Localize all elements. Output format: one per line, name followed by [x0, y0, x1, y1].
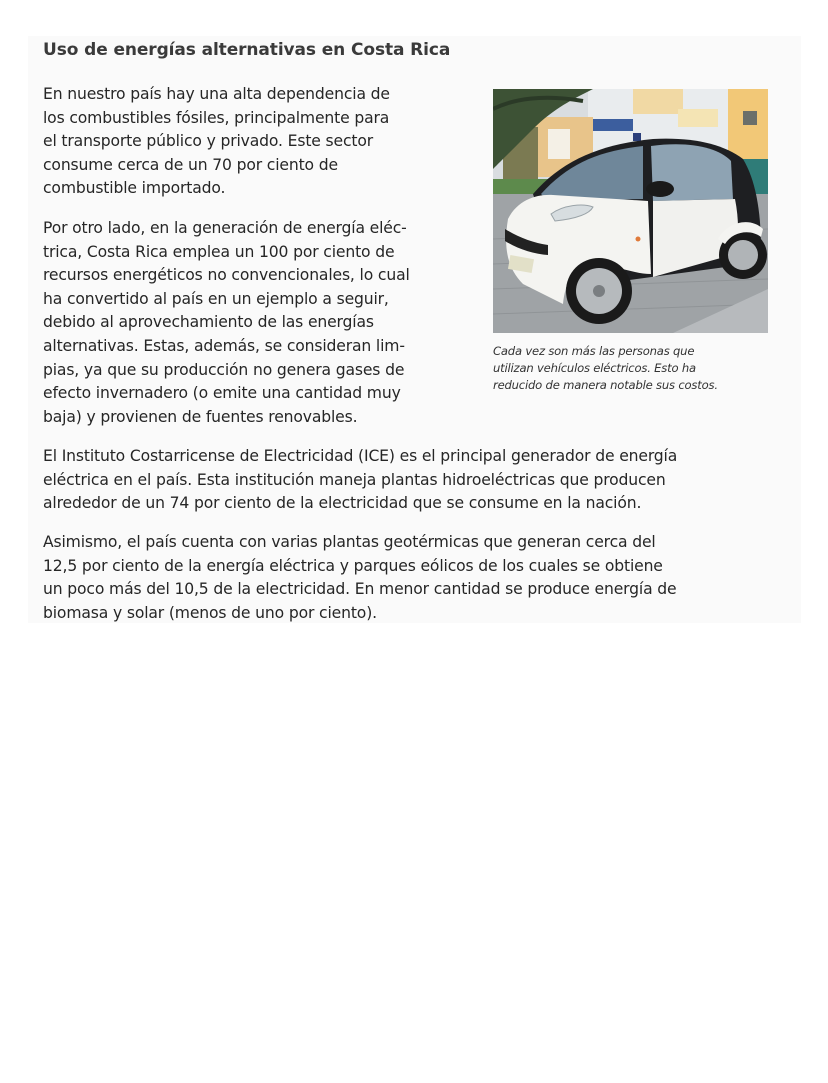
text-line: combustible importado.: [43, 179, 226, 198]
page-title: Uso de energías alternativas en Costa Rica: [43, 40, 451, 60]
text-line: 12,5 por ciento de la energía eléctrica y parques eólicos de los cuales se obtiene: [43, 556, 663, 575]
paragraph-ice: [43, 445, 677, 516]
electric-car-photo: [493, 89, 768, 333]
text-line: los combustibles fósiles, principalmente para: [43, 108, 390, 127]
caption-line: Cada vez son más las personas que: [493, 344, 695, 358]
caption-line: reducido de manera notable sus costos.: [493, 378, 718, 392]
text-line: En nuestro país hay una alta dependencia de: [43, 85, 390, 103]
text-line: recursos energéticos no convencionales, lo cual: [43, 266, 410, 285]
document-page: [28, 36, 801, 623]
text-line: trica, Costa Rica emplea un 100 por ciento de: [43, 242, 395, 261]
paragraph-other-sources: [43, 531, 677, 623]
figure-electric-car: [493, 89, 768, 394]
text-line: consume cerca de un 70 por ciento de: [43, 155, 338, 174]
text-line: Asimismo, el país cuenta con varias plantas geotérmicas que generan cerca del: [43, 533, 656, 551]
text-line: alternativas. Estas, además, se consideran lim-: [43, 336, 405, 355]
text-line: biomasa y solar (menos de uno por ciento).: [43, 603, 377, 622]
paragraph-intro: [43, 83, 390, 201]
figure-caption: [493, 343, 768, 394]
text-line: ha convertido al país en un ejemplo a seguir,: [43, 289, 389, 308]
text-line: baja) y provienen de fuentes renovables.: [43, 407, 358, 426]
text-line: un poco más del 10,5 de la electricidad. En menor cantidad se produce energía de: [43, 580, 677, 599]
text-line: efecto invernadero (o emite una cantidad muy: [43, 384, 401, 403]
text-line: alrededor de un 74 por ciento de la electricidad que se consume en la nación.: [43, 494, 642, 513]
text-line: debido al aprovechamiento de las energías: [43, 313, 374, 332]
text-line: El Instituto Costarricense de Electricidad (ICE) es el principal generador de energía: [43, 447, 678, 465]
text-line: el transporte público y privado. Este sector: [43, 132, 373, 151]
caption-line: utilizan vehículos eléctricos. Esto ha: [493, 361, 696, 375]
text-line: eléctrica en el país. Esta institución maneja plantas hidroeléctricas que producen: [43, 470, 666, 489]
text-line: Por otro lado, en la generación de energía eléc-: [43, 219, 407, 237]
paragraph-generation: [43, 217, 410, 429]
text-line: pias, ya que su producción no genera gases de: [43, 360, 405, 379]
